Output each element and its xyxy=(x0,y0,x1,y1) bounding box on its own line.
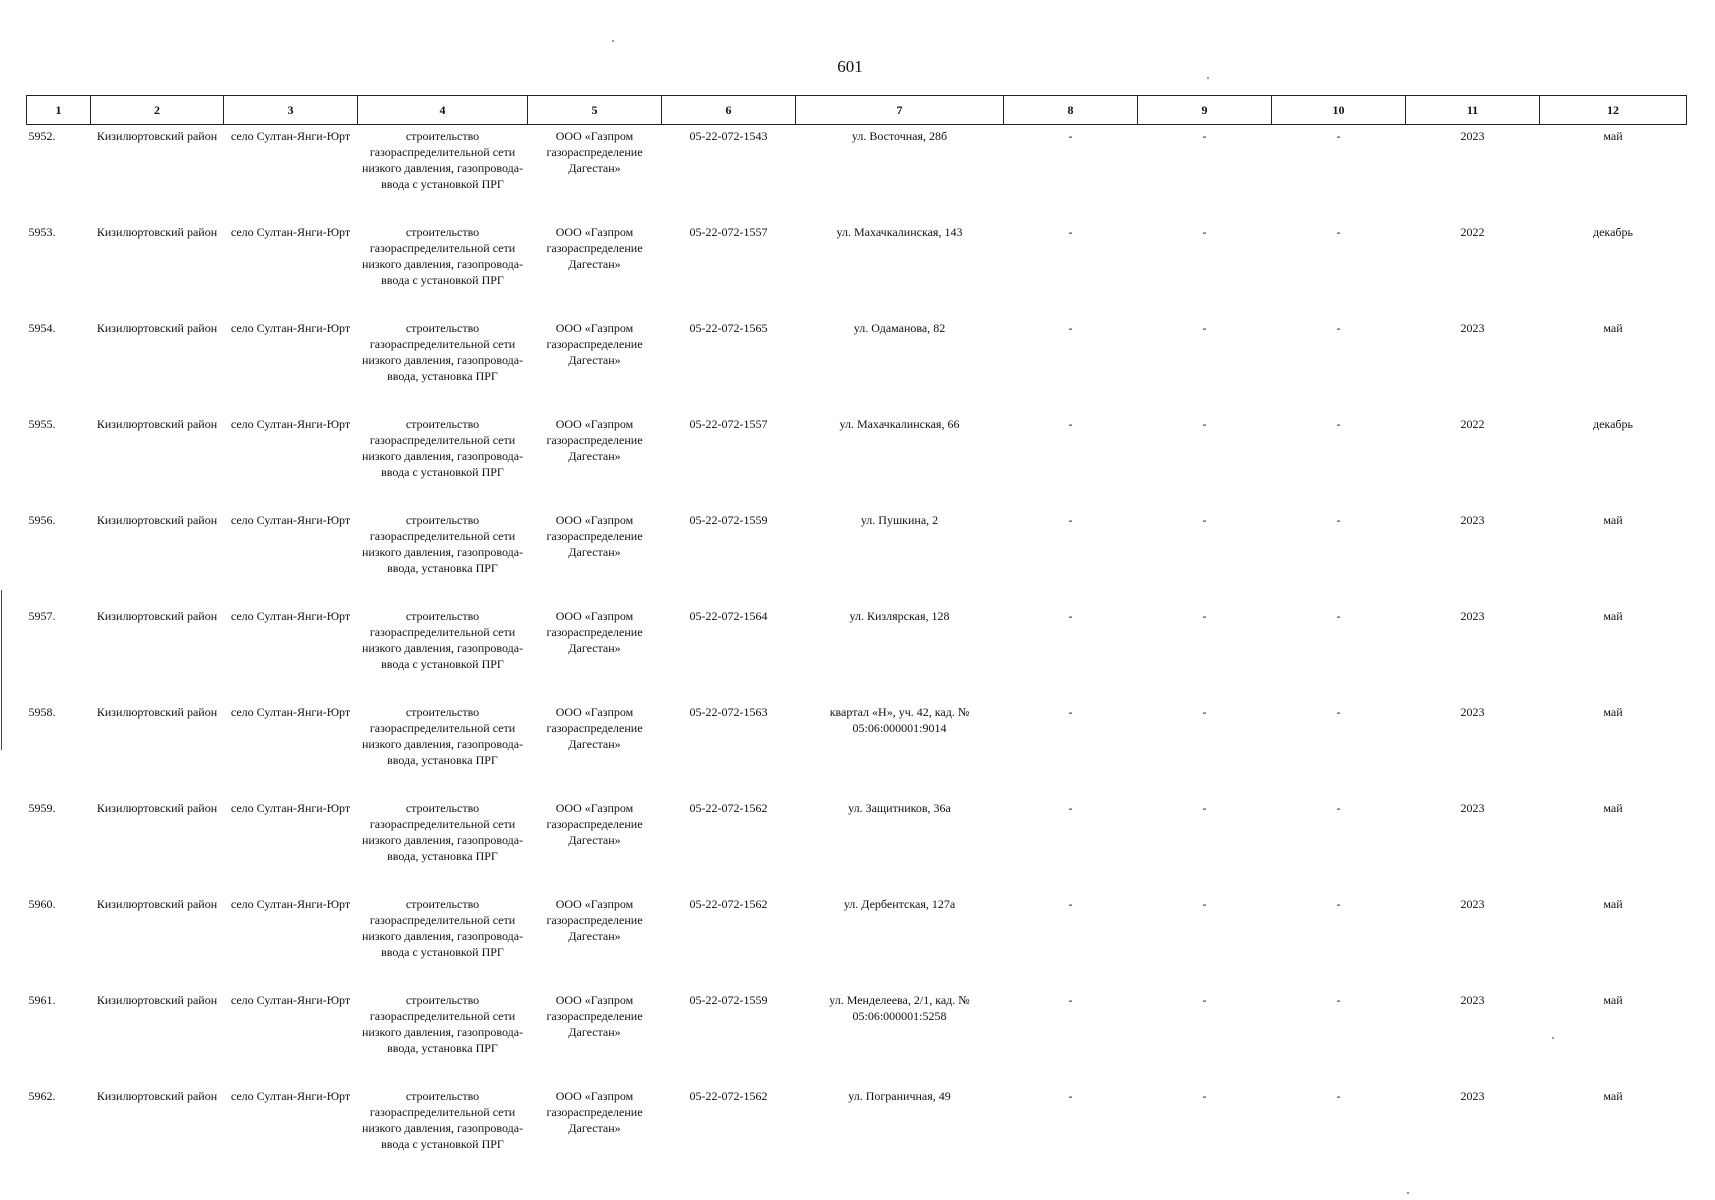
cell-organization: ООО «Газпром газораспределение Дагестан» xyxy=(546,1088,643,1135)
cell-col8: - xyxy=(1068,992,1073,1007)
column-header-1: 1 xyxy=(27,96,91,125)
cell-col8: - xyxy=(1068,896,1073,911)
column-header-7: 7 xyxy=(796,96,1004,125)
page-number: 601 xyxy=(837,57,863,76)
cell-district: Кизилюртовский район xyxy=(96,992,218,1007)
cell-number: 5952. xyxy=(28,129,56,143)
cell-organization: ООО «Газпром газораспределение Дагестан» xyxy=(546,320,643,367)
table-row xyxy=(27,509,1687,605)
cell-code: 05-22-072-1564 xyxy=(689,608,768,623)
cell-col10: - xyxy=(1336,320,1341,335)
cell-col8: - xyxy=(1068,320,1073,335)
cell-code: 05-22-072-1559 xyxy=(689,992,768,1007)
cell-work: строительство газораспределительной сети низкого давления, газопровода-ввода, установка ПРГ xyxy=(361,704,524,767)
column-header-3: 3 xyxy=(224,96,358,125)
table-row xyxy=(27,605,1687,701)
cell-code: 05-22-072-1562 xyxy=(689,800,768,815)
cell-district: Кизилюртовский район xyxy=(96,608,218,623)
column-header-2: 2 xyxy=(91,96,224,125)
cell-col8: - xyxy=(1068,416,1073,431)
cell-col9: - xyxy=(1202,1088,1207,1103)
cell-col8: - xyxy=(1068,224,1073,239)
cell-col10: - xyxy=(1336,704,1341,719)
cell-district: Кизилюртовский район xyxy=(96,224,218,239)
cell-settlement: село Султан-Янги-Юрт xyxy=(230,512,351,527)
cell-year: 2023 xyxy=(1460,320,1485,335)
cell-number: 5957. xyxy=(28,608,56,623)
cell-col9: - xyxy=(1202,992,1207,1007)
cell-organization: ООО «Газпром газораспределение Дагестан» xyxy=(546,416,643,463)
cell-year: 2023 xyxy=(1460,896,1485,911)
cell-month: май xyxy=(1603,320,1623,335)
cell-col10: - xyxy=(1336,800,1341,815)
cell-year: 2023 xyxy=(1460,992,1485,1007)
cell-code: 05-22-072-1565 xyxy=(689,320,768,335)
cell-month: декабрь xyxy=(1593,224,1633,239)
cell-code: 05-22-072-1543 xyxy=(689,129,768,143)
cell-address: квартал «Н», уч. 42, кад. № 05:06:000001:9014 xyxy=(829,704,970,735)
cell-col9: - xyxy=(1202,704,1207,719)
cell-organization: ООО «Газпром газораспределение Дагестан» xyxy=(546,992,643,1039)
cell-number: 5959. xyxy=(28,800,56,815)
cell-organization: ООО «Газпром газораспределение Дагестан» xyxy=(546,800,643,847)
cell-year: 2023 xyxy=(1460,704,1485,719)
cell-district: Кизилюртовский район xyxy=(96,416,218,431)
table-row xyxy=(27,797,1687,893)
cell-col10: - xyxy=(1336,608,1341,623)
cell-work: строительство газораспределительной сети низкого давления, газопровода-ввода, установка ПРГ xyxy=(361,320,524,383)
cell-col9: - xyxy=(1202,896,1207,911)
cell-year: 2022 xyxy=(1460,416,1485,431)
cell-settlement: село Султан-Янги-Юрт xyxy=(230,129,351,143)
scan-margin-line xyxy=(1,590,2,750)
cell-month: май xyxy=(1603,129,1623,143)
cell-settlement: село Султан-Янги-Юрт xyxy=(230,704,351,719)
cell-year: 2023 xyxy=(1460,608,1485,623)
cell-work: строительство газораспределительной сети низкого давления, газопровода-ввода, установка ПРГ xyxy=(361,800,524,863)
cell-year: 2023 xyxy=(1460,1088,1485,1103)
cell-district: Кизилюртовский район xyxy=(96,704,218,719)
table-row xyxy=(27,125,1687,221)
cell-address: ул. Восточная, 28б xyxy=(851,129,948,143)
cell-col10: - xyxy=(1336,416,1341,431)
cell-work: строительство газораспределительной сети низкого давления, газопровода-ввода с установкой ПРГ xyxy=(361,896,524,959)
cell-month: май xyxy=(1603,896,1623,911)
cell-col10: - xyxy=(1336,1088,1341,1103)
cell-month: май xyxy=(1603,608,1623,623)
cell-district: Кизилюртовский район xyxy=(96,512,218,527)
cell-col8: - xyxy=(1068,704,1073,719)
table-row xyxy=(27,413,1687,509)
cell-organization: ООО «Газпром газораспределение Дагестан» xyxy=(546,608,643,655)
cell-number: 5953. xyxy=(28,224,56,239)
cell-col9: - xyxy=(1202,224,1207,239)
cell-work: строительство газораспределительной сети низкого давления, газопровода-ввода с установкой ПРГ xyxy=(361,129,524,191)
cell-col10: - xyxy=(1336,896,1341,911)
cell-month: май xyxy=(1603,992,1623,1007)
cell-address: ул. Пограничная, 49 xyxy=(848,1088,951,1103)
cell-month: май xyxy=(1603,512,1623,527)
cell-settlement: село Султан-Янги-Юрт xyxy=(230,608,351,623)
scan-speck xyxy=(612,40,614,42)
cell-col8: - xyxy=(1068,1088,1073,1103)
cell-work: строительство газораспределительной сети низкого давления, газопровода-ввода с установкой ПРГ xyxy=(361,608,524,671)
cell-number: 5954. xyxy=(28,320,56,335)
cell-month: май xyxy=(1603,704,1623,719)
cell-settlement: село Султан-Янги-Юрт xyxy=(230,224,351,239)
cell-col10: - xyxy=(1336,224,1341,239)
cell-code: 05-22-072-1562 xyxy=(689,896,768,911)
cell-col9: - xyxy=(1202,608,1207,623)
cell-col8: - xyxy=(1068,800,1073,815)
cell-work: строительство газораспределительной сети низкого давления, газопровода-ввода с установкой ПРГ xyxy=(361,224,524,287)
cell-district: Кизилюртовский район xyxy=(96,129,218,143)
cell-col10: - xyxy=(1336,129,1341,143)
cell-organization: ООО «Газпром газораспределение Дагестан» xyxy=(546,896,643,943)
cell-col10: - xyxy=(1336,992,1341,1007)
scan-speck xyxy=(1407,1192,1409,1194)
cell-year: 2023 xyxy=(1460,512,1485,527)
registry-table xyxy=(26,95,1687,1181)
table-body xyxy=(27,125,1687,1181)
scan-speck xyxy=(1552,1037,1554,1039)
cell-col10: - xyxy=(1336,512,1341,527)
cell-settlement: село Султан-Янги-Юрт xyxy=(230,320,351,335)
column-header-9: 9 xyxy=(1138,96,1272,125)
cell-address: ул. Дербентская, 127а xyxy=(843,896,956,911)
cell-code: 05-22-072-1557 xyxy=(689,224,768,239)
cell-col9: - xyxy=(1202,800,1207,815)
table-row xyxy=(27,1085,1687,1181)
cell-col9: - xyxy=(1202,416,1207,431)
cell-district: Кизилюртовский район xyxy=(96,800,218,815)
column-header-4: 4 xyxy=(358,96,528,125)
table-header xyxy=(27,96,1687,125)
cell-number: 5958. xyxy=(28,704,56,719)
cell-number: 5961. xyxy=(28,992,56,1007)
cell-organization: ООО «Газпром газораспределение Дагестан» xyxy=(546,129,643,175)
cell-address: ул. Защитников, 36а xyxy=(848,800,951,815)
table-row xyxy=(27,989,1687,1085)
cell-number: 5955. xyxy=(28,416,56,431)
column-header-6: 6 xyxy=(662,96,796,125)
cell-month: май xyxy=(1603,800,1623,815)
cell-organization: ООО «Газпром газораспределение Дагестан» xyxy=(546,512,643,559)
cell-address: ул. Одаманова, 82 xyxy=(853,320,946,335)
cell-col9: - xyxy=(1202,320,1207,335)
column-header-11: 11 xyxy=(1406,96,1540,125)
cell-work: строительство газораспределительной сети низкого давления, газопровода-ввода, установка ПРГ xyxy=(361,992,524,1055)
cell-organization: ООО «Газпром газораспределение Дагестан» xyxy=(546,704,643,751)
cell-address: ул. Менделеева, 2/1, кад. № 05:06:000001:5258 xyxy=(829,992,970,1023)
cell-col9: - xyxy=(1202,512,1207,527)
cell-code: 05-22-072-1562 xyxy=(689,1088,768,1103)
cell-address: ул. Махачкалинская, 66 xyxy=(839,416,960,431)
cell-col8: - xyxy=(1068,608,1073,623)
column-header-12: 12 xyxy=(1540,96,1687,125)
cell-settlement: село Султан-Янги-Юрт xyxy=(230,1088,351,1103)
table-row xyxy=(27,701,1687,797)
cell-address: ул. Махачкалинская, 143 xyxy=(836,224,963,239)
column-header-10: 10 xyxy=(1272,96,1406,125)
cell-code: 05-22-072-1563 xyxy=(689,704,768,719)
cell-settlement: село Султан-Янги-Юрт xyxy=(230,800,351,815)
cell-address: ул. Пушкина, 2 xyxy=(860,512,939,527)
cell-work: строительство газораспределительной сети низкого давления, газопровода-ввода с установкой ПРГ xyxy=(361,416,524,479)
cell-settlement: село Султан-Янги-Юрт xyxy=(230,896,351,911)
cell-number: 5960. xyxy=(28,896,56,911)
cell-address: ул. Кизлярская, 128 xyxy=(849,608,950,623)
cell-settlement: село Султан-Янги-Юрт xyxy=(230,416,351,431)
cell-month: декабрь xyxy=(1593,416,1633,431)
scan-speck xyxy=(1207,77,1209,79)
cell-year: 2023 xyxy=(1460,800,1485,815)
column-header-8: 8 xyxy=(1004,96,1138,125)
cell-district: Кизилюртовский район xyxy=(96,1088,218,1103)
cell-year: 2023 xyxy=(1460,129,1485,143)
cell-work: строительство газораспределительной сети низкого давления, газопровода-ввода, установка ПРГ xyxy=(361,512,524,575)
column-header-5: 5 xyxy=(528,96,662,125)
cell-organization: ООО «Газпром газораспределение Дагестан» xyxy=(546,224,643,271)
header-row xyxy=(27,96,1687,125)
table-row xyxy=(27,317,1687,413)
cell-number: 5962. xyxy=(28,1088,56,1103)
cell-work: строительство газораспределительной сети низкого давления, газопровода-ввода с установкой ПРГ xyxy=(361,1088,524,1151)
cell-code: 05-22-072-1559 xyxy=(689,512,768,527)
cell-month: май xyxy=(1603,1088,1623,1103)
cell-number: 5956. xyxy=(28,512,56,527)
cell-col8: - xyxy=(1068,512,1073,527)
cell-settlement: село Султан-Янги-Юрт xyxy=(230,992,351,1007)
cell-code: 05-22-072-1557 xyxy=(689,416,768,431)
table-row xyxy=(27,221,1687,317)
cell-district: Кизилюртовский район xyxy=(96,320,218,335)
cell-district: Кизилюртовский район xyxy=(96,896,218,911)
cell-col8: - xyxy=(1068,129,1073,143)
table-row xyxy=(27,893,1687,989)
cell-col9: - xyxy=(1202,129,1207,143)
cell-year: 2022 xyxy=(1460,224,1485,239)
